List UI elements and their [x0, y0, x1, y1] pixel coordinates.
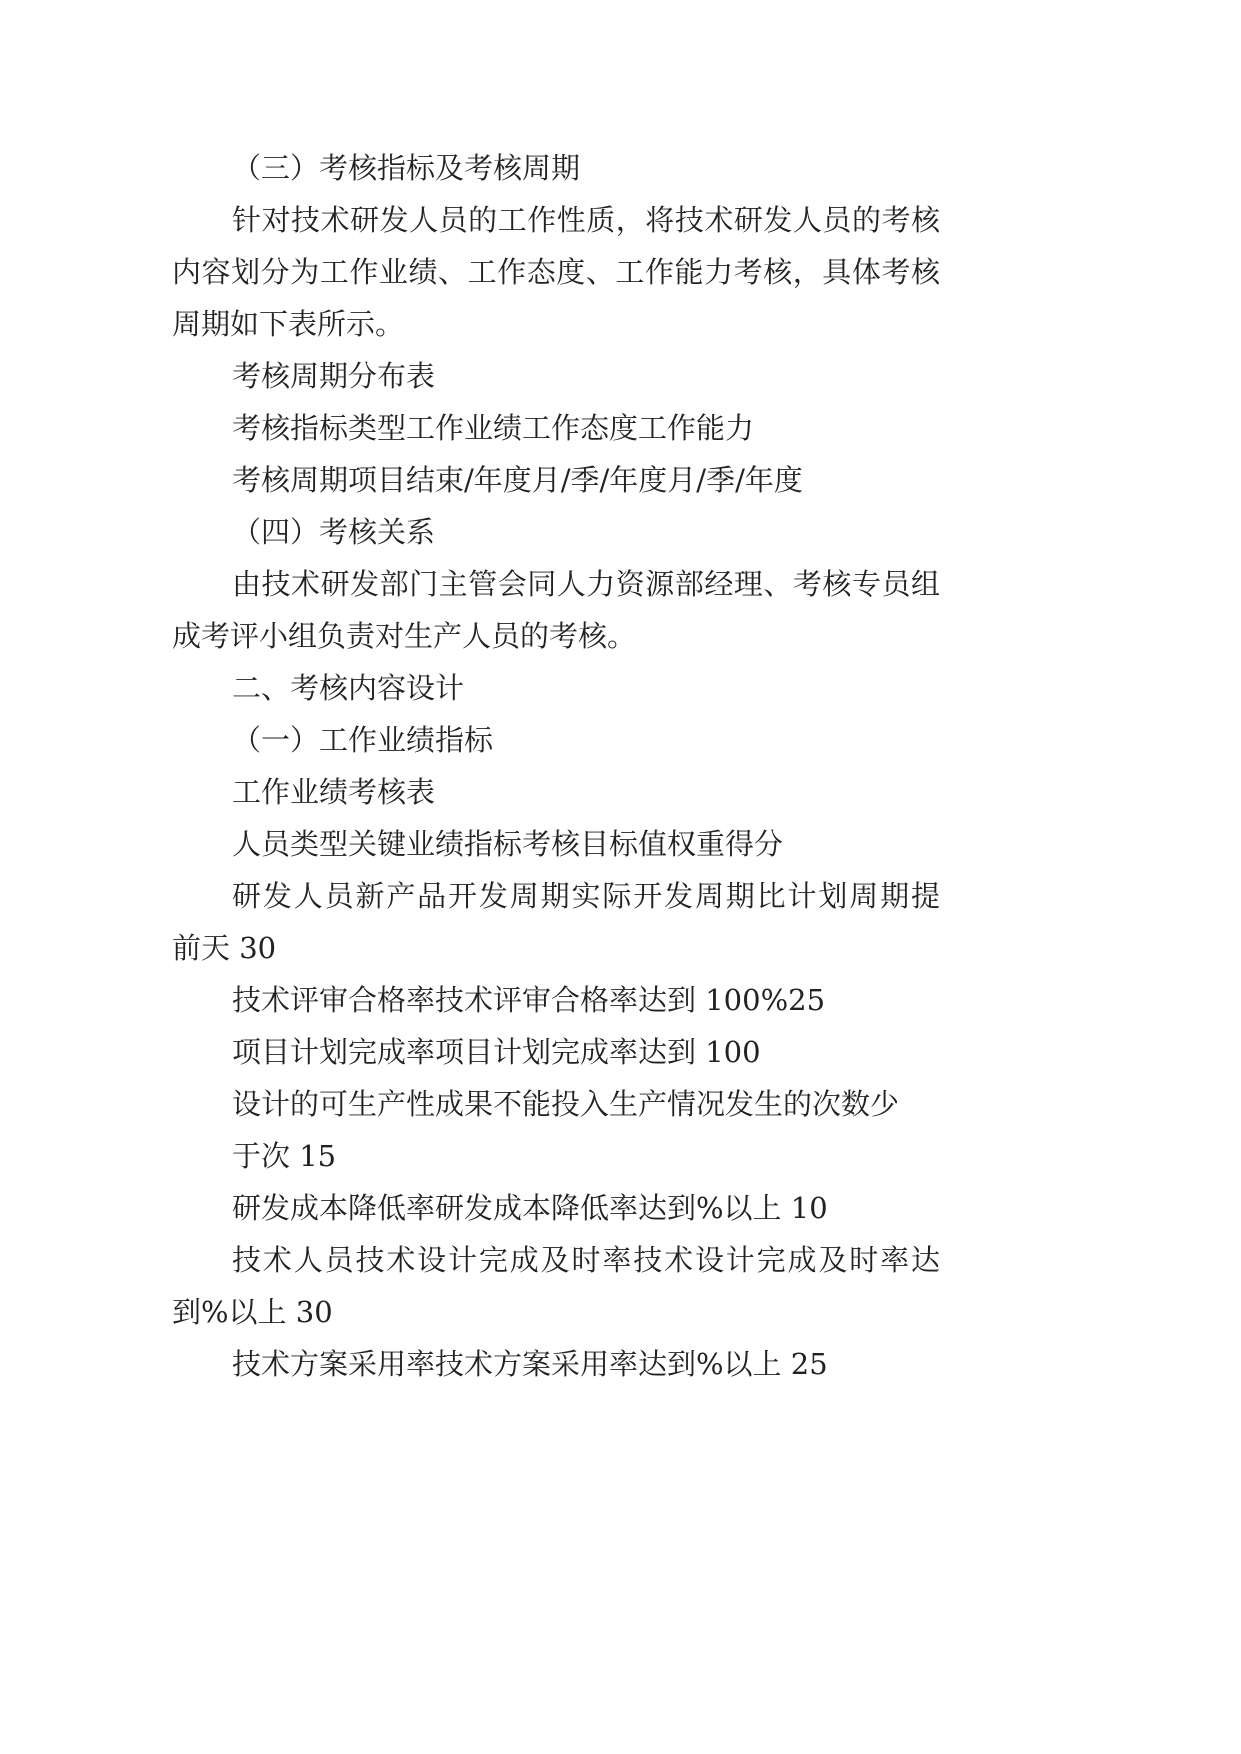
- table-row-text: 前天 30: [172, 931, 277, 965]
- table-row-text: 技术方案采用率技术方案采用率达到%以上 25: [232, 1347, 828, 1381]
- table-row-text: 考核周期项目结束/年度月/季/年度月/季/年度: [232, 463, 803, 497]
- section-heading-assessment-relation: （四）考核关系: [232, 515, 436, 549]
- table-title-performance: 工作业绩考核表: [232, 775, 436, 809]
- table-row-text: 项目计划完成率项目计划完成率达到 100: [232, 1035, 761, 1069]
- table-row-text: 人员类型关键业绩指标考核目标值权重得分: [232, 827, 784, 861]
- section-heading-assessment-indicators: （三）考核指标及考核周期: [232, 151, 581, 185]
- section-heading-content-design: 二、考核内容设计: [232, 671, 465, 705]
- paragraph-line: 由技术研发部门主管会同人力资源部经理、考核专员组: [232, 567, 940, 601]
- paragraph-line: 内容划分为工作业绩、工作态度、工作能力考核，具体考核: [172, 255, 940, 289]
- paragraph-line: 周期如下表所示。: [172, 307, 405, 341]
- paragraph-line: 成考评小组负责对生产人员的考核。: [172, 619, 637, 653]
- table-row-text: 到%以上 30: [172, 1295, 333, 1329]
- table-row-text: 技术人员技术设计完成及时率技术设计完成及时率达: [232, 1243, 940, 1277]
- section-heading-performance-indicators: （一）工作业绩指标: [232, 723, 494, 757]
- table-row-text: 研发成本降低率研发成本降低率达到%以上 10: [232, 1191, 828, 1225]
- table-row-text: 设计的可生产性成果不能投入生产情况发生的次数少: [232, 1087, 900, 1121]
- table-title-cycle-distribution: 考核周期分布表: [232, 359, 436, 393]
- table-row-text: 考核指标类型工作业绩工作态度工作能力: [232, 411, 755, 445]
- table-row-text: 研发人员新产品开发周期实际开发周期比计划周期提: [232, 879, 940, 913]
- table-row-text: 技术评审合格率技术评审合格率达到 100%25: [232, 983, 826, 1017]
- table-row-text: 于次 15: [232, 1139, 337, 1173]
- paragraph-line: 针对技术研发人员的工作性质，将技术研发人员的考核: [232, 203, 940, 237]
